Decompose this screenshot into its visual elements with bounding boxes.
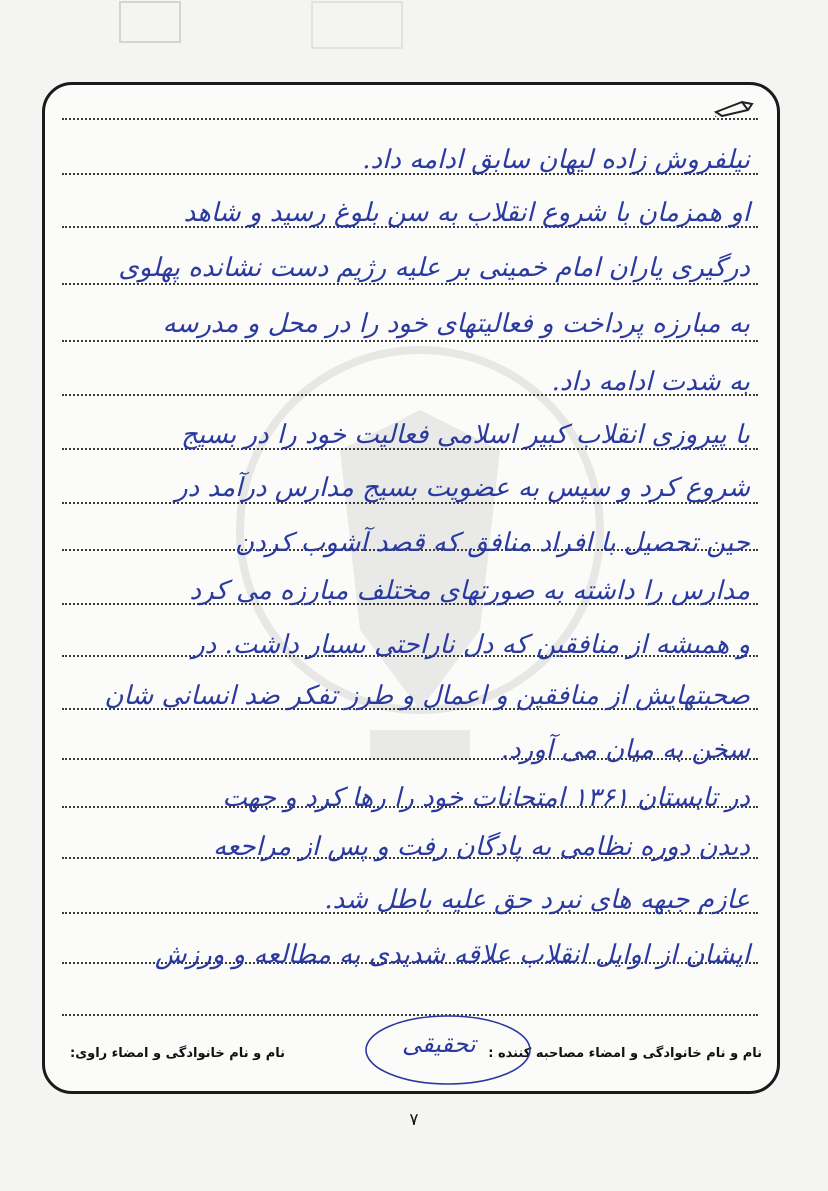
- handwritten-line: به مبارزه پرداخت و فعالیتهای خود را در محل و مدرسه: [162, 309, 750, 339]
- interviewer-label: نام و نام خانوادگی و امضاء مصاحبه کننده :: [488, 1046, 762, 1061]
- handwritten-line: حین تحصیل با افراد منافق که قصد آشوب کردن: [235, 528, 750, 558]
- handwritten-line: صحبتهایش از منافقین و اعمال و طرز تفکر ضد انسانی شان: [104, 681, 750, 711]
- handwritten-line: به شدت ادامه داد.: [551, 367, 750, 397]
- dotted-rule: [62, 118, 758, 120]
- handwritten-line: دیدن دوره نظامی به پادگان رفت و پس از مراجعه: [213, 832, 750, 862]
- watermark-emblem: [220, 330, 620, 790]
- handwritten-line: او همزمان با شروع انقلاب به سن بلوغ رسید و شاهد: [183, 198, 750, 228]
- handwritten-line: ایشان از اوایل انقلاب علاقه شدیدی به مطالعه و ورزش: [154, 940, 750, 970]
- handwritten-line: مدارس را داشته به صورتهای مختلف مبارزه می کرد: [189, 576, 750, 606]
- handwritten-line: درگیری یاران امام خمینی بر علیه رژیم دست نشانده پهلوی: [118, 253, 750, 283]
- handwritten-line: و همیشه از منافقین که دل ناراحتی بسیار داشت. در: [192, 630, 750, 660]
- corner-stamp: [112, 0, 412, 56]
- pen-icon: [712, 96, 756, 118]
- handwritten-line: سخن به میان می آورد.: [500, 735, 750, 765]
- narrator-label: نام و نام خانوادگی و امضاء راوی:: [70, 1046, 285, 1061]
- handwritten-line: عازم جبهه های نبرد حق علیه باطل شد.: [324, 885, 750, 915]
- interviewer-signature: تحقیقی: [402, 1030, 476, 1058]
- handwritten-line: شروع کرد و سپس به عضویت بسیج مدارس درآمد در: [175, 473, 750, 503]
- handwritten-line: در تابستان ۱۳۶۱ امتحانات خود را رها کرد و جهت: [222, 783, 750, 813]
- handwritten-line: نیلفروش زاده لیهان سابق ادامه داد.: [362, 145, 750, 175]
- handwritten-line: با پیروزی انقلاب کبیر اسلامی فعالیت خود را در بسیج: [181, 420, 750, 450]
- page-number: ۷: [409, 1110, 419, 1130]
- svg-text::: :: [714, 109, 718, 118]
